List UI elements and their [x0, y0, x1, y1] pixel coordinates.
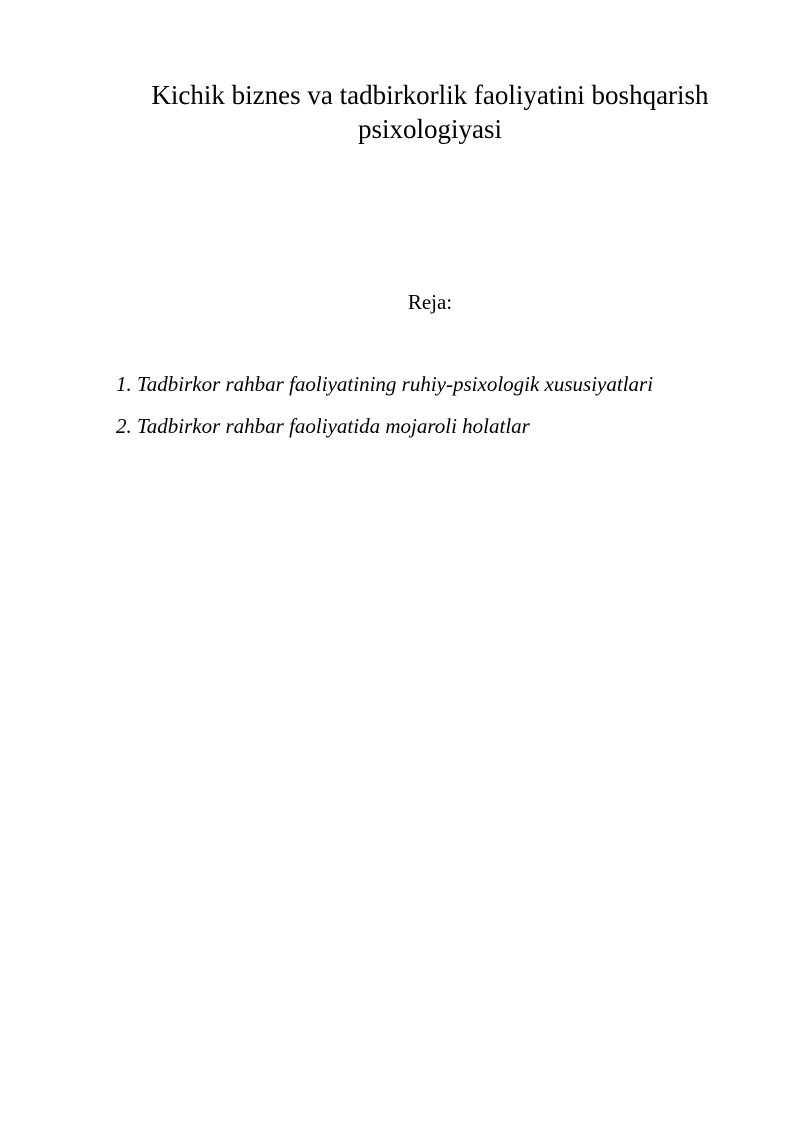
plan-heading: Reja:	[407, 290, 453, 314]
document-title-line-1: Kichik biznes va tadbirkorlik faoliyatini boshqarish	[151, 80, 709, 110]
document-title	[110, 78, 750, 146]
plan-list	[116, 370, 776, 454]
plan-item-2: 2. Tadbirkor rahbar faoliyatida mojaroli holatlar	[116, 414, 530, 438]
document-title-line-2: psixologiyasi	[357, 114, 502, 144]
plan-item-1: 1. Tadbirkor rahbar faoliyatining ruhiy-psixologik xususiyatlari	[116, 372, 654, 396]
